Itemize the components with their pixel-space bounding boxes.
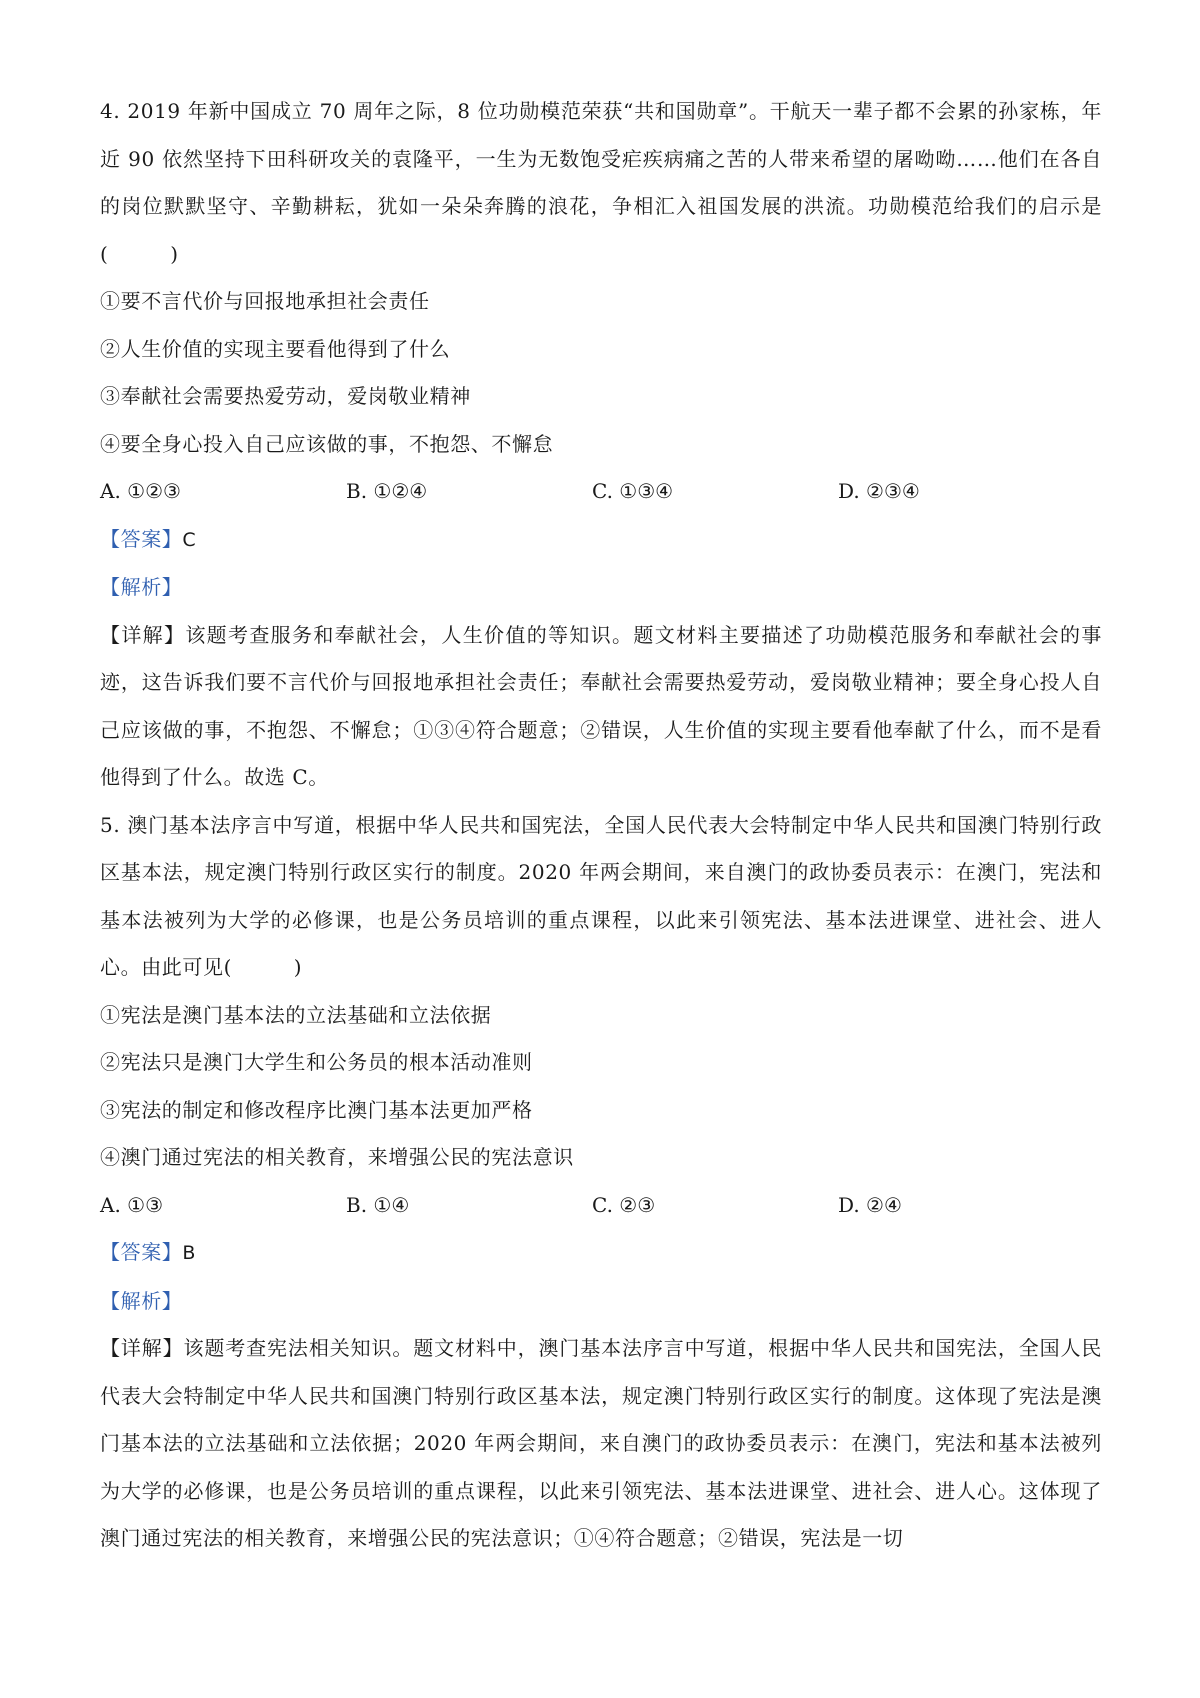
statement-2: ②宪法只是澳门大学生和公务员的根本活动准则 [100, 1050, 533, 1074]
document-page [100, 88, 1102, 1563]
statement-3: ③奉献社会需要热爱劳动，爱岗敬业精神 [100, 384, 471, 408]
statement-4: ④要全身心投入自己应该做的事，不抱怨、不懈怠 [100, 431, 554, 456]
option-b: B. ①④ [346, 1192, 410, 1217]
answer-tag: 【答案】 [100, 526, 183, 551]
option-a: A. ①②③ [100, 479, 181, 503]
statement-3: ③宪法的制定和修改程序比澳门基本法更加严格 [100, 1097, 533, 1122]
option-c: C. ①③④ [592, 479, 674, 503]
statement-1: ①宪法是澳门基本法的立法基础和立法依据 [100, 1002, 492, 1027]
detail-tag: 【详解】 [100, 622, 186, 647]
analysis-tag: 【解析】 [100, 1288, 183, 1313]
analysis-tag: 【解析】 [100, 575, 183, 599]
detail-tag: 【详解】 [100, 1336, 184, 1360]
options-row [100, 1182, 1102, 1230]
detail-text: 该题考查宪法相关知识。题文材料中，澳门基本法序言中写道，根据中华人民共和国宪法，全国人民代表大会特制定中华人民共和国澳门特别行政区基本法，规定澳门特别行政区实行的制度。这体现了宪法是澳门基本法的立法基础和立法依据；2020 年两会期间，来自澳门的政协委员表示：在澳门，宪法和基本法被列为大学的必修课，也是公务员培训的重点课程，以此来引领宪法、基本法进课堂、进社会、进人心。这体现了澳门通过宪法的相关教育，来增强公民的宪法意识；①④符合题意；②错误，宪法是一切 [100, 1336, 1102, 1550]
question-5 [100, 802, 1102, 1563]
detail-text: 该题考查服务和奉献社会，人生价值的等知识。题文材料主要描述了功勋模范服务和奉献社会的事迹，这告诉我们要不言代价与回报地承担社会责任；奉献社会需要热爱劳动，爱岗敬业精神；要全身心投人自己应该做的事，不抱怨、不懈怠；①③④符合题意；②错误，人生价值的实现主要看他奉献了什么，而不是看他得到了什么。故选 C。 [100, 622, 1102, 789]
statement-4: ④澳门通过宪法的相关教育，来增强公民的宪法意识 [100, 1145, 574, 1169]
option-b: B. ①②④ [346, 479, 428, 503]
detail-paragraph [100, 612, 1102, 802]
analysis-line [100, 564, 1102, 612]
answer-line [100, 516, 1102, 565]
analysis-line [100, 1278, 1102, 1326]
option-c: C. ②③ [592, 1192, 656, 1217]
option-d: D. ②④ [838, 1192, 902, 1217]
answer-line [100, 1229, 1102, 1278]
answer-tag: 【答案】 [100, 1240, 183, 1264]
answer-value: B [182, 1242, 197, 1264]
detail-paragraph [100, 1325, 1102, 1563]
option-d: D. ②③④ [838, 479, 920, 503]
option-a: A. ①③ [100, 1192, 164, 1217]
answer-value: C [182, 528, 197, 551]
statement-2: ②人生价值的实现主要看他得到了什么 [100, 336, 451, 361]
statement-1: ①要不言代价与回报地承担社会责任 [100, 289, 430, 313]
question-4 [100, 88, 1102, 802]
question-stem: 5. 澳门基本法序言中写道，根据中华人民共和国宪法，全国人民代表大会特制定中华人民共和国澳门特别行政区基本法，规定澳门特别行政区实行的制度。2020 年两会期间，来自澳门的政协委员表示：在澳门，宪法和基本法被列为大学的必修课，也是公务员培训的重点课程，以此来引领宪法、基本法进课堂、进社会、进人心。由此可见( ) [100, 812, 1102, 979]
question-stem: 4. 2019 年新中国成立 70 周年之际，8 位功勋模范荣获“共和国勋章”。干航天一辈子都不会累的孙家栋，年近 90 依然坚持下田科研攻关的袁隆平，一生为无数饱受疟疾病痛之苦的人带来希望的屠呦呦……他们在各自的岗位默默坚守、辛勤耕耘，犹如一朵朵奔腾的浪花，争相汇入祖国发展的洪流。功勋模范给我们的启示是( ) [100, 99, 1102, 266]
options-row [100, 468, 1102, 516]
